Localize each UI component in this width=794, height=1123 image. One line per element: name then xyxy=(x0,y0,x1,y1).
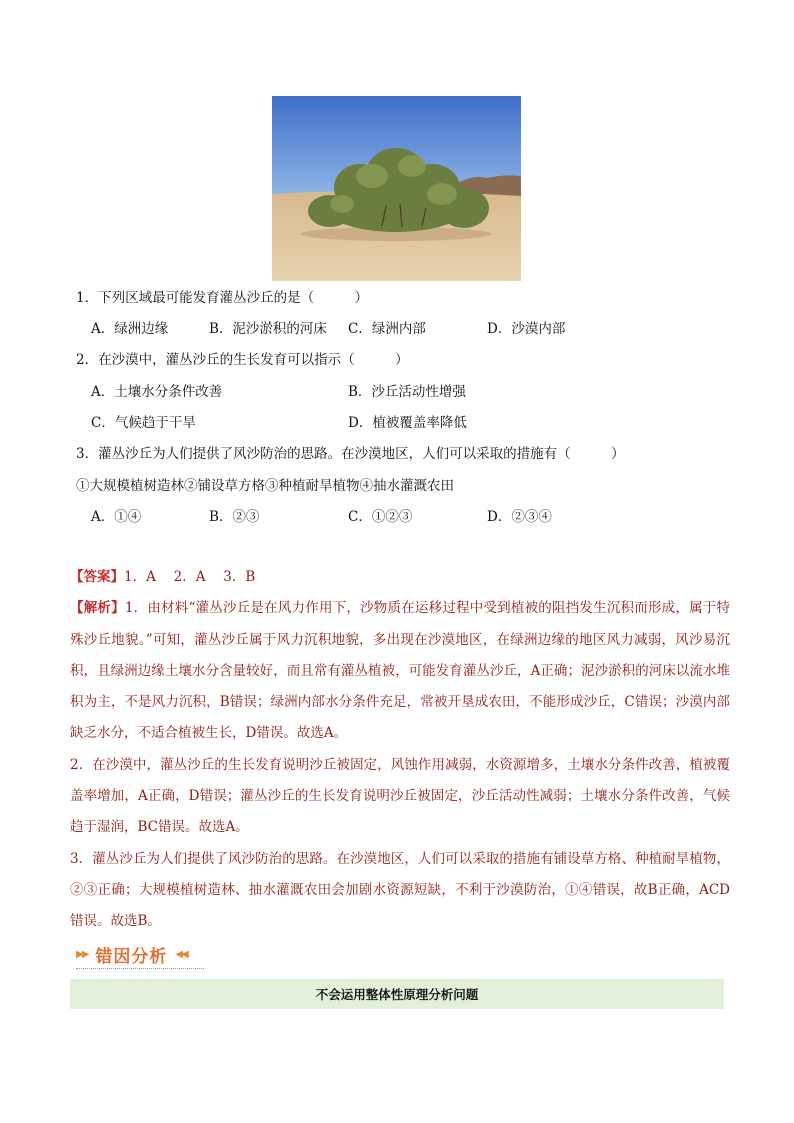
analysis-paragraph-1 xyxy=(70,593,730,749)
q1-option-c: C．绿洲内部 xyxy=(348,321,426,337)
section-divider xyxy=(76,968,204,969)
section-banner xyxy=(70,979,724,1009)
q2-option-c: C．气候趋于干旱 xyxy=(91,415,196,431)
desert-shrub-photo xyxy=(272,96,521,281)
q3-option-b: B．②③ xyxy=(209,509,260,525)
analysis-tag: 【解析】 xyxy=(70,600,125,617)
q3-option-a: A．①④ xyxy=(91,509,142,525)
answer-tag: 【答案】 xyxy=(70,569,124,585)
q1-option-b: B．泥沙淤积的河床 xyxy=(209,321,327,337)
section-header xyxy=(76,940,187,968)
question-2-stem: 2．在沙漠中，灌丛沙丘的生长发育可以指示（ ） xyxy=(76,352,409,368)
q1-option-a: A．绿洲边缘 xyxy=(91,321,169,337)
q1-option-d: D．沙漠内部 xyxy=(487,321,566,337)
q3-option-d: D．②③④ xyxy=(487,509,552,525)
analysis-text-1: 1．由材料“灌丛沙丘是在风力作用下，沙物质在运移过程中受到植被的阻挡发生沉积而形成，属于特殊沙丘地貌。”可知，灌丛沙丘属于风力沉积地貌，多出现在沙漠地区，在绿洲边缘的地区风力减弱，风沙易沉积，且绿洲边缘土壤水分含量较好，而且常有灌丛植被，可能发育灌丛沙丘，A正确；泥沙淤积的河床以流水堆积为主，不是风力沉积，B错误；绿洲内部水分条件充足，常被开垦成农田，不能形成沙丘，C错误；沙漠内部缺乏水分，不适合植被生长，D错误。故选A。 xyxy=(70,600,730,742)
shrub-dune-image xyxy=(272,96,521,281)
question-1-stem: 1．下列区域最可能发育灌丛沙丘的是（ ） xyxy=(76,290,369,306)
answer-line xyxy=(70,562,730,593)
q2-option-a: A．土壤水分条件改善 xyxy=(91,384,223,400)
question-3-stem: 3．灌丛沙丘为人们提供了风沙防治的思路。在沙漠地区，人们可以采取的措施有（ ） xyxy=(76,446,625,462)
q2-option-d: D．植被覆盖率降低 xyxy=(348,415,467,431)
left-arrows-icon: ◀◀ xyxy=(175,948,187,960)
analysis-paragraph-3: 3．灌丛沙丘为人们提供了风沙防治的思路。在沙漠地区，人们可以采取的措施有铺设草方格、种植耐旱植物，②③正确；大规模植树造林、抽水灌溉农田会加剧水资源短缺，不利于沙漠防治，①④错误，故B正确，ACD错误。故选B。 xyxy=(70,850,730,930)
q2-option-b: B．沙丘活动性增强 xyxy=(348,384,466,400)
section-title: 错因分析 xyxy=(95,946,168,967)
q3-option-c: C．①②③ xyxy=(348,509,413,525)
right-arrows-icon: ▶▶ xyxy=(76,948,88,960)
analysis-paragraph-2: 2．在沙漠中，灌丛沙丘的生长发育说明沙丘被固定，风蚀作用减弱，水资源增多，土壤水分条件改善，植被覆盖率增加，A正确，D错误；灌丛沙丘的生长发育说明沙丘被固定，沙丘活动性减弱；土壤水分条件改善，气候趋于湿润，BC错误。故选A。 xyxy=(70,756,730,836)
answer-text: 1．A 2．A 3．B xyxy=(124,569,256,585)
banner-text: 不会运用整体性原理分析问题 xyxy=(315,987,479,1002)
answer-analysis-block xyxy=(70,562,730,938)
question-3-choices: ①大规模植树造林②铺设草方格③种植耐旱植物④抽水灌溉农田 xyxy=(76,478,454,494)
